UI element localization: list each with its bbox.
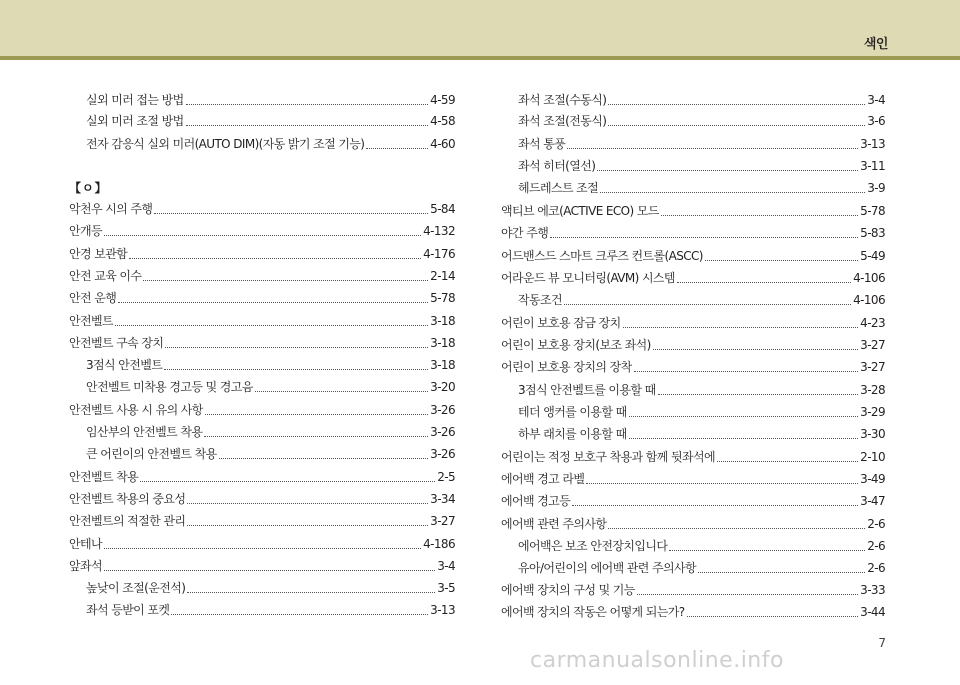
index-entry-term: 어린이는 적정 보호구 착용과 함께 뒷좌석에: [501, 450, 715, 464]
dot-leader: [366, 148, 428, 149]
index-entry-page: 4-186: [423, 536, 455, 551]
dot-leader: [205, 414, 428, 415]
index-entry-term: 하부 래치를 이용할 때: [518, 427, 627, 441]
index-entry-term: 좌석 등받이 포켓: [86, 603, 170, 618]
index-entry-term: 안전 교육 이수: [69, 268, 142, 283]
index-entry-page: 3-28: [860, 383, 885, 397]
index-entry-page: 3-4: [437, 558, 455, 573]
index-entry: [69, 217, 455, 239]
index-entry-term: 좌석 히터(열선): [518, 159, 596, 173]
index-entry-page: 3-49: [860, 472, 885, 486]
index-entry: [86, 351, 455, 373]
index-entry-page: 3-30: [860, 427, 885, 441]
index-entry: [501, 242, 885, 264]
dot-leader: [204, 436, 428, 437]
index-entry-term: 안전벨트 착용의 중요성: [69, 491, 186, 506]
index-entry: [69, 396, 455, 418]
index-entry-page: 4-132: [423, 224, 455, 239]
dot-leader: [104, 235, 421, 236]
index-entry-term: 안개등: [69, 224, 102, 239]
index-entry-page: 3-27: [860, 338, 885, 352]
dot-leader: [634, 371, 859, 372]
index-entry-term: 안전벨트의 적절한 관리: [69, 514, 186, 529]
index-entry: [86, 130, 455, 152]
index-entry-term: 에어백은 보조 안전장치입니다: [518, 539, 668, 553]
dot-leader: [165, 347, 428, 348]
dot-leader: [705, 260, 858, 261]
index-entry: [518, 420, 885, 442]
index-entry-term: 전자 감응식 실외 미러(AUTO DIM)(자동 밝기 조절 기능): [86, 137, 365, 151]
index-entry-page: 2-6: [867, 539, 885, 553]
index-entry-term: 에어백 장치의 구성 및 기능: [501, 583, 635, 597]
index-entry-term: 유아/어린이의 에어백 관련 주의사항: [518, 561, 696, 575]
dot-leader: [687, 616, 859, 617]
index-entry-term: 어린이 보호용 잠금 장치: [501, 316, 621, 330]
index-entry-term: 안전벨트 사용 시 유의 사항: [69, 402, 203, 417]
index-entry-term: 큰 어린이의 안전벨트 착용: [86, 447, 217, 462]
index-entry-page: 3-29: [860, 405, 885, 419]
dot-leader: [600, 192, 865, 193]
dot-leader: [154, 213, 428, 214]
index-entry-page: 3-20: [430, 380, 455, 395]
dot-leader: [186, 104, 429, 105]
dot-leader: [255, 391, 428, 392]
index-entry: [501, 443, 885, 465]
index-entry-page: 4-106: [853, 293, 885, 307]
index-entry: [69, 485, 455, 507]
dot-leader: [187, 592, 435, 593]
index-entry: [69, 530, 455, 552]
index-entry: [501, 219, 885, 241]
dot-leader: [129, 258, 421, 259]
index-entry-term: 임산부의 안전벨트 착용: [86, 425, 203, 439]
index-entry-term: 안전 운행: [69, 291, 117, 306]
index-entry-term: 안전벨트: [69, 313, 113, 328]
index-entry: [86, 107, 455, 129]
index-entry: [518, 174, 885, 196]
index-entry-page: 4-60: [430, 137, 455, 151]
index-entry-page: 3-18: [430, 335, 455, 350]
index-entry-term: 3점식 안전벨트를 이용할 때: [518, 383, 656, 397]
index-entry: [501, 264, 885, 286]
index-entry-term: 앞좌석: [69, 558, 102, 573]
index-entry: [518, 130, 885, 152]
index-entry: [69, 552, 455, 574]
index-entry-term: 어린이 보호용 장치(보조 좌석): [501, 338, 651, 352]
index-entry-term: 어린이 보호용 장치의 장착: [501, 360, 632, 374]
dot-leader: [608, 528, 865, 529]
index-entry: [501, 487, 885, 509]
section-heading: 【ㅇ】: [69, 181, 108, 195]
index-entry-term: 테더 앵커를 이용할 때: [518, 405, 627, 419]
index-entry-page: 2-6: [867, 561, 885, 575]
index-entry-page: 4-106: [853, 271, 885, 285]
index-entry-term: 에어백 관련 주의사항: [501, 517, 607, 531]
dot-leader: [637, 594, 858, 595]
dot-leader: [629, 438, 859, 439]
index-entry-term: 안테나: [69, 536, 102, 551]
dot-leader: [717, 461, 858, 462]
header-band: [0, 0, 960, 56]
index-entry-page: 3-13: [430, 603, 455, 618]
index-entry: [86, 86, 455, 108]
index-entry: [501, 331, 885, 353]
index-entry: [86, 440, 455, 462]
dot-leader: [164, 369, 428, 370]
dot-leader: [629, 416, 859, 417]
index-entry-page: 3-6: [867, 114, 885, 128]
index-entry: [86, 418, 455, 440]
dot-leader: [187, 525, 428, 526]
index-entry-term: 실외 미러 접는 방법: [86, 93, 184, 107]
index-entry-page: 5-49: [860, 249, 885, 263]
dot-leader: [623, 327, 859, 328]
index-entry-term: 헤드레스트 조절: [518, 181, 599, 195]
index-entry: [518, 286, 885, 308]
dot-leader: [669, 550, 865, 551]
dot-leader: [219, 458, 429, 459]
dot-leader: [661, 215, 858, 216]
index-entry-page: 3-11: [860, 159, 885, 173]
index-entry-term: 안전벨트 미착용 경고등 및 경고음: [86, 380, 253, 395]
index-entry-page: 3-5: [437, 581, 455, 596]
index-entry: [69, 195, 455, 217]
dot-leader: [115, 325, 428, 326]
dot-leader: [597, 170, 858, 171]
index-entry: [518, 532, 885, 554]
index-entry-page: 5-78: [860, 204, 885, 218]
index-entry-page: 3-27: [430, 514, 455, 529]
index-entry-term: 안전벨트 착용: [69, 469, 139, 484]
index-entry-term: 안경 보관함: [69, 246, 128, 261]
index-entry-page: 5-83: [860, 226, 885, 240]
index-entry-term: 액티브 에코(ACTIVE ECO) 모드: [501, 204, 659, 218]
index-entry-term: 높낮이 조절(운전석): [86, 581, 186, 596]
index-entry: [69, 262, 455, 284]
dot-leader: [118, 302, 428, 303]
index-entry: [501, 197, 885, 219]
index-entry-term: 좌석 통풍: [518, 137, 566, 151]
index-entry-page: 3-26: [430, 402, 455, 417]
dot-leader: [567, 148, 858, 149]
dot-leader: [608, 104, 865, 105]
index-entry: [69, 329, 455, 351]
index-entry-page: 2-5: [437, 469, 455, 484]
dot-leader: [653, 349, 858, 350]
index-entry: [86, 596, 455, 618]
dot-leader: [187, 503, 428, 504]
index-entry-page: 2-10: [860, 450, 885, 464]
index-entry: [501, 465, 885, 487]
index-entry: [69, 307, 455, 329]
index-entry: [501, 576, 885, 598]
index-entry-page: 3-34: [430, 491, 455, 506]
index-entry: [518, 152, 885, 174]
index-entry-term: 좌석 조절(전동식): [518, 114, 607, 128]
dot-leader: [186, 125, 429, 126]
index-entry: [501, 598, 885, 620]
index-entry-page: 5-78: [430, 291, 455, 306]
index-entry-term: 에어백 장치의 작동은 어떻게 되는가?: [501, 605, 685, 619]
watermark-text: carmanualsonline.info: [530, 648, 784, 673]
dot-leader: [572, 505, 858, 506]
index-entry-page: 2-14: [430, 268, 455, 283]
index-entry: [86, 373, 455, 395]
dot-leader: [143, 280, 428, 281]
page-title: 색인: [863, 37, 888, 52]
index-entry-term: 어라운드 뷰 모니터링(AVM) 시스템: [501, 271, 675, 285]
index-entry: [69, 507, 455, 529]
index-entry-page: 4-58: [430, 114, 455, 128]
dot-leader: [658, 394, 859, 395]
index-entry-page: 3-9: [867, 181, 885, 195]
index-entry-term: 어드밴스드 스마트 크루즈 컨트롤(ASCC): [501, 249, 703, 263]
index-entry-page: 3-18: [430, 313, 455, 328]
index-entry: [86, 574, 455, 596]
index-entry: [69, 463, 455, 485]
index-entry-page: 2-6: [867, 517, 885, 531]
index-entry-page: 5-84: [430, 202, 455, 216]
dot-leader: [608, 125, 865, 126]
index-entry: [518, 554, 885, 576]
dot-leader: [171, 614, 428, 615]
dot-leader: [698, 572, 865, 573]
index-entry: [501, 510, 885, 532]
page-number: 7: [878, 636, 886, 650]
index-entry-term: 좌석 조절(수동식): [518, 93, 607, 107]
dot-leader: [104, 548, 421, 549]
index-entry: [69, 284, 455, 306]
index-entry-term: 안전벨트 구속 장치: [69, 335, 164, 350]
index-entry-page: 3-18: [430, 358, 455, 373]
index-entry-page: 3-26: [430, 425, 455, 439]
index-entry-page: 3-27: [860, 360, 885, 374]
index-entry: [501, 309, 885, 331]
index-entry-term: 실외 미러 조절 방법: [86, 114, 184, 128]
index-entry-term: 에어백 경고등: [501, 494, 571, 508]
index-entry-page: 3-47: [860, 494, 885, 508]
dot-leader: [140, 481, 435, 482]
index-entry-term: 야간 주행: [501, 226, 549, 240]
index-entry: [518, 376, 885, 398]
header-rule: [0, 56, 960, 60]
index-entry: [518, 398, 885, 420]
dot-leader: [677, 282, 851, 283]
index-entry-page: 4-59: [430, 93, 455, 107]
index-entry-term: 3점식 안전벨트: [86, 358, 163, 373]
index-entry: [518, 86, 885, 108]
dot-leader: [104, 570, 435, 571]
index-entry-term: 에어백 경고 라벨: [501, 472, 585, 486]
index-entry-term: 악천우 시의 주행: [69, 202, 153, 216]
index-entry-page: 4-176: [423, 246, 455, 261]
index-entry-term: 작동조건: [518, 293, 562, 307]
index-entry-page: 3-44: [860, 605, 885, 619]
dot-leader: [564, 304, 851, 305]
index-entry-page: 3-26: [430, 447, 455, 462]
index-entry: [518, 107, 885, 129]
dot-leader: [586, 483, 858, 484]
index-entry: [69, 240, 455, 262]
index-entry-page: 3-33: [860, 583, 885, 597]
dot-leader: [550, 237, 858, 238]
index-entry: [501, 353, 885, 375]
index-entry-page: 3-4: [867, 93, 885, 107]
index-entry-page: 3-13: [860, 137, 885, 151]
index-entry-page: 4-23: [860, 316, 885, 330]
